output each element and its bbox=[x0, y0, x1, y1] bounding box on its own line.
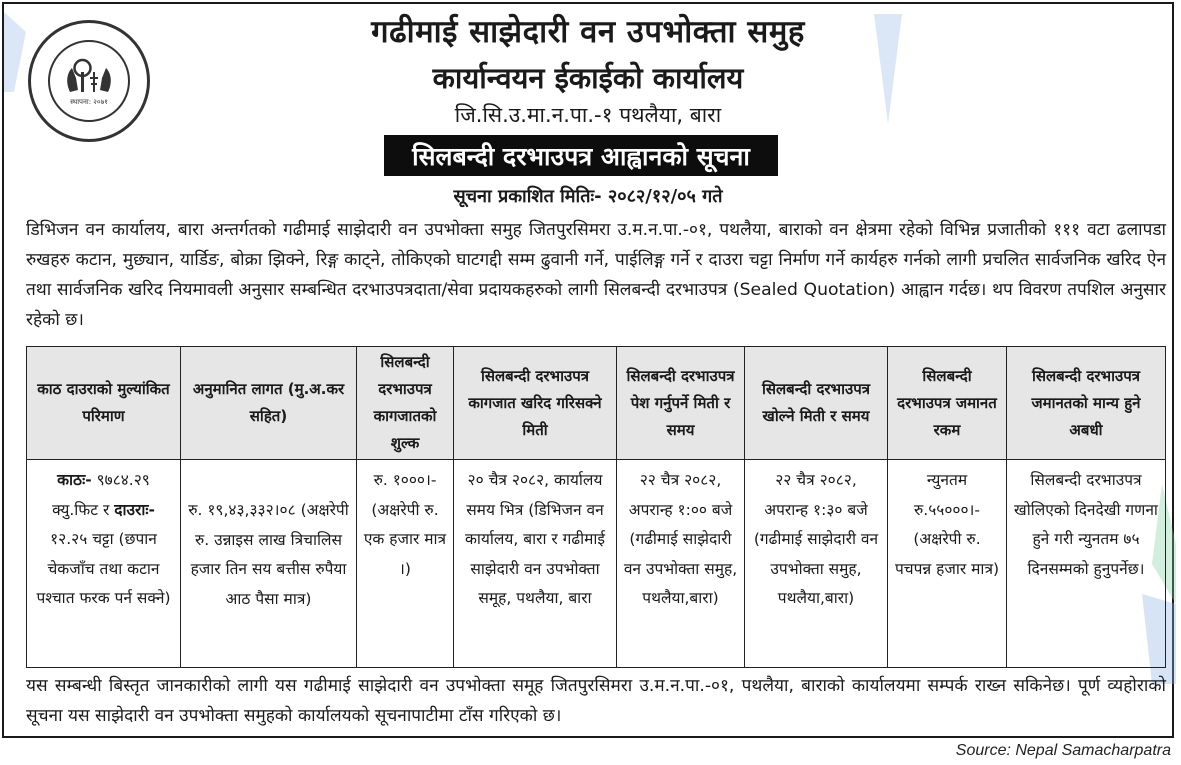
cell-estimated-cost: रु. १९,४३,३३२।०८ (अक्षरेपी रु. उन्नाइस लाख त्रिचालिस हजार तिन सय बत्तीस रुपैया आठ पैसा मात्र) bbox=[181, 460, 357, 668]
timber-value: ९७८४.२९ क्यु.फिट र bbox=[52, 471, 150, 519]
cell-submission-datetime: २२ चैत्र २०८२, अपरान्ह १:०० बजे (गढीमाई साझेदारी वन उपभोक्ता समुह, पथलैया,बारा) bbox=[617, 460, 745, 668]
cell-quantity bbox=[27, 460, 181, 668]
col-header-validity-period: सिलबन्दी दरभाउपत्र जमानतको मान्य हुने अबधी bbox=[1007, 347, 1166, 460]
source-credit: Source: Nepal Samacharpatra bbox=[955, 742, 1171, 759]
col-header-quantity: काठ दाउराको मुल्यांकित परिमाण bbox=[27, 347, 181, 460]
office-address: जि.सि.उ.मा.न.पा.-१ पथलैया, बारा bbox=[454, 103, 722, 127]
col-header-bid-security: सिलबन्दी दरभाउपत्र जमानत रकम bbox=[888, 347, 1007, 460]
firewood-label: दाउराः- bbox=[114, 500, 155, 519]
notice-title-banner bbox=[384, 135, 778, 176]
timber-label: काठः- bbox=[57, 471, 92, 489]
footer-paragraph: यस सम्बन्धी बिस्तृत जानकारीको लागी यस गढीमाई साझेदारी वन उपभोक्ता समूह जितपुरसिमरा उ.म.न.पा.-०१, पथलैया, बाराको कार्यालयमा सम्पर्क राख्न सकिनेछ। पूर्ण व्यहोराको सूचना यस साझेदारी वन उपभोक्ता समुहको कार्यालयको सूचनापाटीमा टाँस गरिएको छ। bbox=[26, 676, 1166, 726]
notice-frame bbox=[2, 2, 1174, 738]
cell-bid-security: न्युनतम रु.५५०००।- (अक्षरेपी रु. पचपन्न हजार मात्र) bbox=[888, 460, 1007, 668]
cell-purchase-deadline: २० चैत्र २०८२, कार्यालय समय भित्र (डिभिजन वन कार्यालय, बारा र गढीमाई साझेदारी वन उपभोक्ता समूह, पथलैया, बारा bbox=[454, 460, 617, 668]
col-header-opening-datetime: सिलबन्दी दरभाउपत्र खोल्ने मिती र समय bbox=[745, 347, 888, 460]
col-header-document-fee: सिलबन्दी दरभाउपत्र कागजातको शुल्क bbox=[357, 347, 454, 460]
col-header-submission-datetime: सिलबन्दी दरभाउपत्र पेश गर्नुपर्ने मिती र समय bbox=[617, 347, 745, 460]
cell-validity-period: सिलबन्दी दरभाउपत्र खोलिएको दिनदेखी गणना हुने गरी न्युनतम ७५ दिनसम्मको हुनुपर्नेछ। bbox=[1007, 460, 1166, 668]
cell-document-fee: रु. १०००।- (अक्षरेपी रु. एक हजार मात्र ।) bbox=[357, 460, 454, 668]
table-header-row bbox=[27, 347, 1166, 460]
tender-table bbox=[26, 346, 1166, 668]
col-header-purchase-deadline: सिलबन्दी दरभाउपत्र कागजात खरिद गरिसक्ने मिती bbox=[454, 347, 617, 460]
intro-paragraph: डिभिजन वन कार्यालय, बारा अन्तर्गतको गढीमाई साझेदारी वन उपभोक्ता समुह जितपुरसिमरा उ.म.न.पा.-०१, पथलैया, बाराको वन क्षेत्रमा रहेको विभिन्न प्रजातीको १११ वटा ढलापडा रुखहरु कटान, मुछ्यान, यार्डिङ, बोक्रा झिक्ने, रिङ्ग काट्ने, तोकिएको घाटगद्दी सम्म ढुवानी गर्ने, पाईलिङ्ग गर्ने र दाउरा चट्टा निर्माण गर्ने कार्यहरु गर्नको लागी प्रचलित सार्वजनिक खरिद ऐन तथा सार्वजनिक खरिद नियमावली अनुसार सम्बन्धित दरभाउपत्रदाता/सेवा प्रदायकहरुको लागी सिलबन्दी दरभाउपत्र (Sealed Quotation) आह्वान गर्दछ। थप विवरण तपशिल अनुसार रहेको छ। bbox=[26, 220, 1166, 330]
col-header-estimated-cost: अनुमानित लागत (मु.अ.कर सहित) bbox=[181, 347, 357, 460]
notice-title: सिलबन्दी दरभाउपत्र आह्वानको सूचना bbox=[412, 141, 750, 171]
cell-opening-datetime: २२ चैत्र २०८२, अपरान्ह १:३० बजे (गढीमाई साझेदारी वन उपभोक्ता समुह, पथलैया,बारा) bbox=[745, 460, 888, 668]
published-date: सूचना प्रकाशित मितिः- २०८२/१२/०५ गते bbox=[453, 186, 723, 207]
org-name: गढीमाई साझेदारी वन उपभोक्ता समुह bbox=[371, 14, 805, 50]
office-name: कार्यान्वयन ईकाईको कार्यालय bbox=[432, 61, 744, 95]
firewood-value: १२.२५ चट्टा (छपान चेकजाँच तथा कटान पश्चात फरक पर्न सक्ने) bbox=[36, 530, 171, 607]
logo-established: स्थापना: २०७१ bbox=[70, 97, 108, 106]
table-row bbox=[27, 460, 1166, 668]
